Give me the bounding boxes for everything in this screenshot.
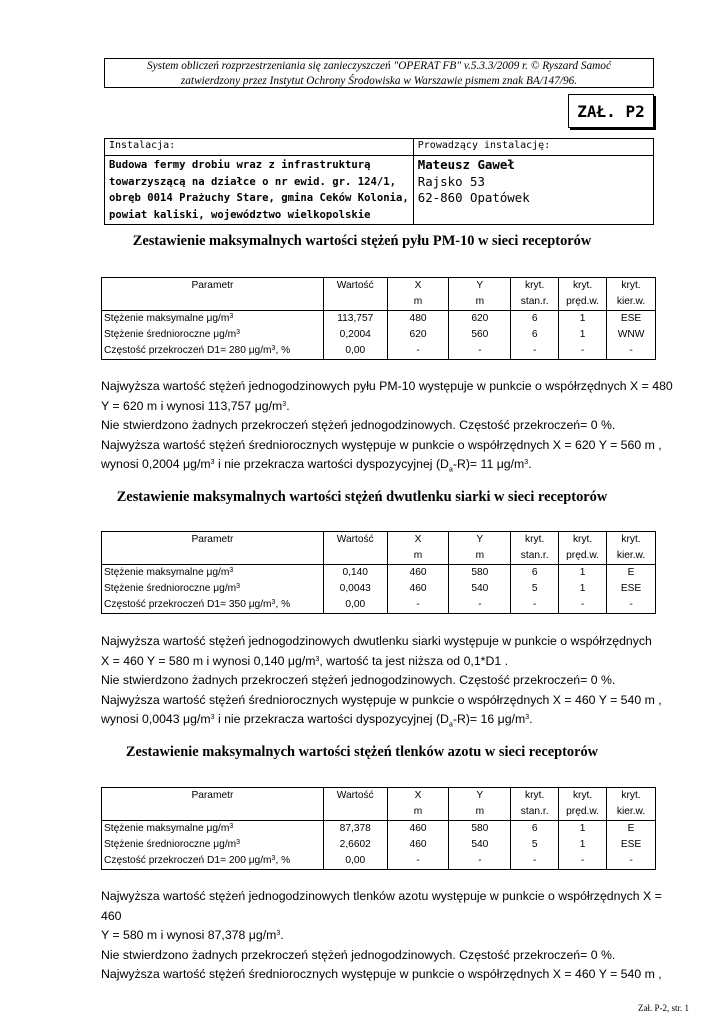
- cell-y: 560: [449, 327, 511, 343]
- table-row: [102, 311, 656, 328]
- row-label: Częstość przekroczeń D1=: [104, 345, 229, 356]
- installation-description: [105, 156, 414, 225]
- cell-pred: 1: [559, 311, 607, 328]
- th-wartosc: Wartość: [323, 278, 387, 295]
- punctuation: .: [280, 928, 284, 943]
- th-pred: pręd.w.: [559, 804, 607, 821]
- cell-y: 580: [449, 821, 511, 838]
- desc-line: powiat kaliski, województwo wielkopolskie: [109, 208, 371, 221]
- superscript: 3: [210, 459, 215, 467]
- cell-value: 2,6602: [323, 837, 387, 853]
- cell-y: -: [449, 597, 511, 614]
- cell-y: 540: [449, 837, 511, 853]
- table-row: [102, 853, 656, 870]
- superscript: 3: [236, 839, 241, 846]
- summary-line: Najwyższa wartość stężeń jednogodzinowych tlenków azotu występuje w punkcie o współrzędnych X = 460: [101, 889, 662, 923]
- operator-label: Prowadzący instalację:: [413, 139, 653, 156]
- cell-stan: -: [511, 853, 559, 870]
- cell-x: 460: [387, 581, 449, 597]
- cell-y: 540: [449, 581, 511, 597]
- th-unit: m: [387, 548, 449, 565]
- cell-y: -: [449, 343, 511, 360]
- unit: μg/m: [245, 855, 272, 866]
- table-row: [102, 581, 656, 597]
- cell-value: 0,140: [323, 565, 387, 582]
- th-kryt: kryt.: [607, 278, 656, 295]
- th-kryt: kryt.: [511, 532, 559, 549]
- th-kryt: kryt.: [607, 532, 656, 549]
- cell-stan: 6: [511, 821, 559, 838]
- section-title-nox: Zestawienie maksymalnych wartości stężeń tlenków azotu w sieci receptorów: [125, 744, 599, 760]
- summary-line: i nie przekracza wartości dyspozycyjnej (D: [214, 457, 449, 472]
- desc-line: Budowa fermy drobiu wraz z infrastrukturą: [109, 159, 371, 171]
- summary-line: Nie stwierdzono żadnych przekroczeń stężeń jednogodzinowych. Częstość przekroczeń= 0 %.: [101, 947, 616, 962]
- summary-line: Nie stwierdzono żadnych przekroczeń stężeń jednogodzinowych. Częstość przekroczeń= 0 %.: [101, 673, 616, 688]
- th-kryt: kryt.: [511, 788, 559, 805]
- punctuation: .: [529, 712, 533, 727]
- th-parametr: Parametr: [102, 278, 324, 295]
- cell-kier: ESE: [607, 837, 656, 853]
- cell-stan: 6: [511, 311, 559, 328]
- subscript: a: [448, 466, 453, 474]
- cell-pred: -: [559, 853, 607, 870]
- table-row: [102, 821, 656, 838]
- summary-line: Nie stwierdzono żadnych przekroczeń stężeń jednogodzinowych. Częstość przekroczeń= 0 %.: [101, 418, 616, 433]
- so2-table: [101, 531, 656, 614]
- table-row: [102, 837, 656, 853]
- cell-pred: 1: [559, 327, 607, 343]
- cell-kier: E: [607, 565, 656, 582]
- th-stan: stan.r.: [511, 548, 559, 565]
- cell-stan: -: [511, 597, 559, 614]
- superscript: 3: [524, 459, 529, 467]
- cell-value: 0,2004: [323, 327, 387, 343]
- unit-suffix: , %: [275, 855, 291, 866]
- cell-x: -: [387, 343, 449, 360]
- th-pred: pręd.w.: [559, 548, 607, 565]
- operator-details: [413, 156, 653, 225]
- cell-value: 0,0043: [323, 581, 387, 597]
- superscript: 3: [282, 400, 287, 408]
- superscript: 3: [229, 567, 234, 574]
- cell-value: 0,00: [323, 343, 387, 360]
- th-unit: m: [449, 294, 511, 311]
- th-kier: kier.w.: [607, 548, 656, 565]
- th-unit: m: [387, 804, 449, 821]
- superscript: 3: [229, 313, 234, 320]
- superscript: 3: [315, 655, 320, 663]
- table-row: [102, 565, 656, 582]
- th-kryt: kryt.: [559, 278, 607, 295]
- nox-summary: [101, 887, 681, 985]
- superscript: 3: [229, 823, 234, 830]
- cell-pred: 1: [559, 821, 607, 838]
- row-label: Stężenie średnioroczne μg/m: [104, 329, 237, 340]
- cell-kier: E: [607, 821, 656, 838]
- th-stan: stan.r.: [511, 294, 559, 311]
- cell-x: 620: [387, 327, 449, 343]
- cell-x: 460: [387, 565, 449, 582]
- d1-value: 350: [228, 599, 246, 610]
- cell-x: 460: [387, 837, 449, 853]
- row-label: Stężenie maksymalne μg/m: [104, 823, 230, 834]
- pm10-summary: [101, 377, 681, 480]
- nox-table: [101, 787, 656, 870]
- summary-line: , wartość ta jest niższa od 0,1*D1 .: [319, 653, 508, 668]
- summary-line: Najwyższa wartość stężeń średniorocznych występuje w punkcie o współrzędnych X = 460 Y = 540 m ,: [101, 967, 662, 982]
- cell-stan: 6: [511, 565, 559, 582]
- operator-address: Rajsko 53: [417, 173, 485, 189]
- th-unit: m: [449, 804, 511, 821]
- header-line-1: System obliczeń rozprzestrzeniania się zanieczyszczeń "OPERAT FB" v.5.3.3/2009 r. © Ryszard Samoć: [147, 60, 611, 72]
- desc-line: obręb 0014 Prażuchy Stare, gmina Ceków Kolonia,: [109, 192, 409, 204]
- table-row: [102, 343, 656, 360]
- th-parametr: Parametr: [102, 532, 324, 549]
- cell-value: 87,378: [323, 821, 387, 838]
- cell-x: 460: [387, 821, 449, 838]
- operator-city: 62-860 Opatówek: [417, 190, 530, 205]
- cell-kier: -: [607, 597, 656, 614]
- summary-line: Y = 580 m i wynosi 87,378 μg/m: [101, 928, 277, 943]
- superscript: 3: [271, 855, 276, 862]
- summary-line: Najwyższa wartość stężeń jednogodzinowych pyłu PM-10 występuje w punkcie o współrzędnych X = 480: [101, 379, 673, 393]
- cell-kier: -: [607, 853, 656, 870]
- th-unit: m: [449, 548, 511, 565]
- unit: μg/m: [245, 345, 272, 356]
- summary-line: Najwyższa wartość stężeń średniorocznych występuje w punkcie o współrzędnych X = 460 Y = 540 m ,: [101, 692, 662, 707]
- cell-kier: -: [607, 343, 656, 360]
- summary-line: -R)= 16 μg/m: [452, 712, 526, 727]
- cell-stan: -: [511, 343, 559, 360]
- cell-x: -: [387, 597, 449, 614]
- row-label: Stężenie maksymalne μg/m: [104, 313, 230, 324]
- superscript: 3: [271, 599, 276, 606]
- section-title-pm10: Zestawienie maksymalnych wartości stężeń pyłu PM-10 w sieci receptorów: [132, 233, 592, 249]
- cell-kier: WNW: [607, 327, 656, 343]
- subscript: a: [448, 721, 453, 729]
- th-y: Y: [449, 278, 511, 295]
- cell-y: 580: [449, 565, 511, 582]
- summary-line: Najwyższa wartość stężeń średniorocznych występuje w punkcie o współrzędnych X = 620 Y = 560 m ,: [101, 437, 662, 452]
- desc-line: towarzyszącą na działce o nr ewid. gr. 124/1,: [109, 175, 397, 188]
- cell-pred: -: [559, 597, 607, 614]
- cell-value: 0,00: [323, 597, 387, 614]
- operator-name: Mateusz Gaweł: [417, 157, 515, 172]
- superscript: 3: [236, 329, 241, 336]
- cell-pred: -: [559, 343, 607, 360]
- summary-line: -R)= 11 μg/m: [452, 457, 525, 472]
- installation-table: [104, 138, 654, 225]
- table-row: [102, 597, 656, 614]
- cell-stan: 5: [511, 837, 559, 853]
- th-y: Y: [449, 532, 511, 549]
- cell-stan: 5: [511, 581, 559, 597]
- d1-value: 200: [228, 855, 246, 866]
- unit-suffix: , %: [275, 599, 291, 610]
- cell-kier: ESE: [607, 311, 656, 328]
- th-x: X: [387, 788, 449, 805]
- th-kier: kier.w.: [607, 294, 656, 311]
- th-kryt: kryt.: [511, 278, 559, 295]
- d1-value: 280: [228, 345, 246, 356]
- summary-line: i nie przekracza wartości dyspozycyjnej (D: [214, 712, 449, 727]
- th-pred: pręd.w.: [559, 294, 607, 311]
- summary-line: X = 460 Y = 580 m i wynosi 0,140 μg/m: [101, 653, 316, 668]
- attachment-label: ZAŁ. P2: [568, 94, 654, 128]
- superscript: 3: [271, 345, 276, 352]
- table-row: [102, 327, 656, 343]
- software-header: [104, 58, 654, 88]
- cell-pred: 1: [559, 837, 607, 853]
- summary-line: wynosi 0,2004 μg/m: [101, 457, 211, 472]
- unit-suffix: , %: [275, 345, 291, 356]
- cell-value: 0,00: [323, 853, 387, 870]
- installation-label: Instalacja:: [105, 139, 414, 156]
- th-unit: m: [387, 294, 449, 311]
- cell-x: 480: [387, 311, 449, 328]
- th-parametr: Parametr: [102, 788, 324, 805]
- superscript: 3: [210, 714, 215, 722]
- th-kryt: kryt.: [607, 788, 656, 805]
- th-x: X: [387, 278, 449, 295]
- row-label: Stężenie maksymalne μg/m: [104, 567, 230, 578]
- th-kryt: kryt.: [559, 788, 607, 805]
- th-wartosc: Wartość: [323, 788, 387, 805]
- summary-line: Najwyższa wartość stężeń jednogodzinowych dwutlenku siarki występuje w punkcie o współrzędnych: [101, 634, 652, 648]
- row-label: Częstość przekroczeń D1=: [104, 855, 229, 866]
- th-x: X: [387, 532, 449, 549]
- summary-line: Y = 620 m i wynosi 113,757 μg/m: [101, 398, 283, 413]
- cell-y: 620: [449, 311, 511, 328]
- th-y: Y: [449, 788, 511, 805]
- th-kier: kier.w.: [607, 804, 656, 821]
- unit: μg/m: [245, 599, 272, 610]
- pm10-table: [101, 277, 656, 360]
- superscript: 3: [236, 583, 241, 590]
- punctuation: .: [528, 457, 532, 472]
- superscript: 3: [276, 930, 281, 938]
- row-label: Częstość przekroczeń D1=: [104, 599, 229, 610]
- header-line-2: zatwierdzony przez Instytut Ochrony Środowiska w Warszawie pismem znak BA/147/96.: [180, 75, 578, 87]
- cell-value: 113,757: [323, 311, 387, 328]
- cell-pred: 1: [559, 565, 607, 582]
- summary-line: wynosi 0,0043 μg/m: [101, 712, 211, 727]
- superscript: 3: [525, 714, 530, 722]
- th-wartosc: Wartość: [323, 532, 387, 549]
- th-stan: stan.r.: [511, 804, 559, 821]
- row-label: Stężenie średnioroczne μg/m: [104, 583, 237, 594]
- cell-x: -: [387, 853, 449, 870]
- punctuation: .: [286, 398, 290, 413]
- cell-kier: ESE: [607, 581, 656, 597]
- cell-pred: 1: [559, 581, 607, 597]
- cell-y: -: [449, 853, 511, 870]
- row-label: Stężenie średnioroczne μg/m: [104, 839, 237, 850]
- th-kryt: kryt.: [559, 532, 607, 549]
- section-title-so2: Zestawienie maksymalnych wartości stężeń dwutlenku siarki w sieci receptorów: [116, 489, 608, 505]
- cell-stan: 6: [511, 327, 559, 343]
- so2-summary: [101, 632, 681, 735]
- page-footer: Zał. P-2, str. 1: [638, 1003, 689, 1013]
